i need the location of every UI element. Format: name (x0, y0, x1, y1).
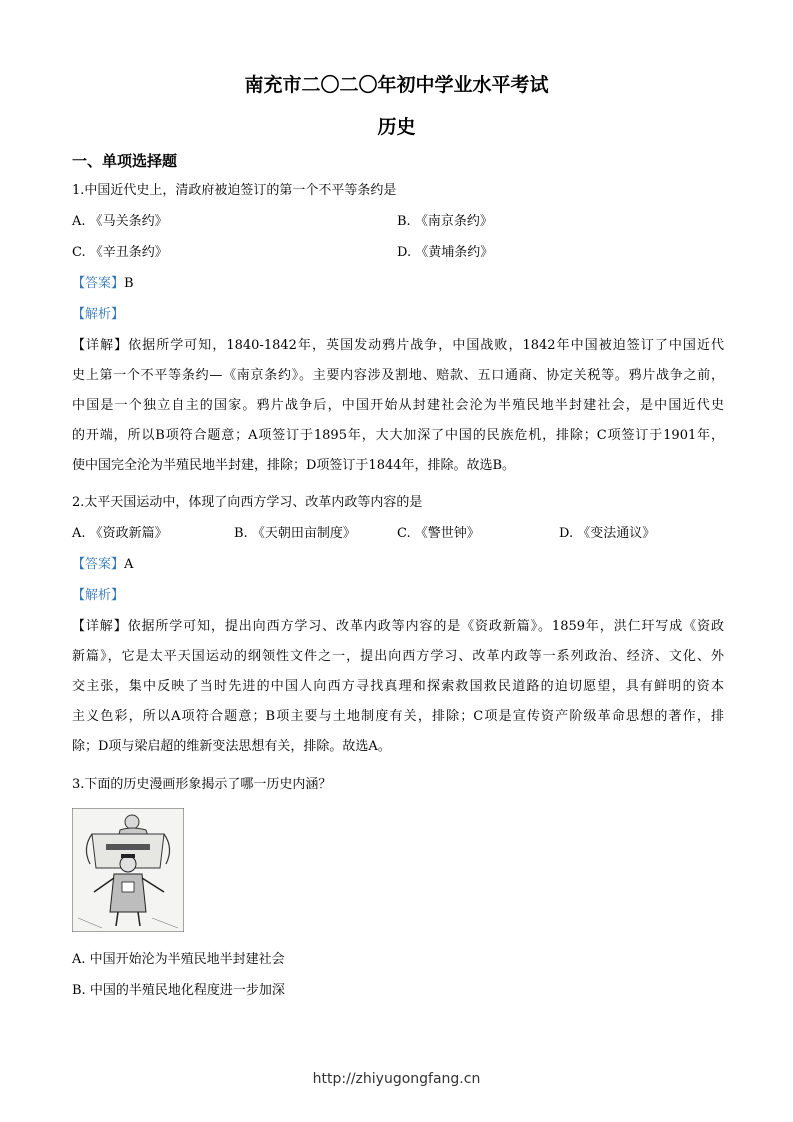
q2-analysis-tag: 【解析】 (72, 588, 125, 603)
history-cartoon-image (72, 808, 184, 932)
q1-option-d: D. 《黄埔条约》 (397, 245, 494, 260)
q1-analysis-tag: 【解析】 (72, 307, 125, 322)
q3-option-a: A. 中国开始沦为半殖民地半封建社会 (72, 952, 285, 967)
exam-title: 南充市二〇二〇年初中学业水平考试 (244, 74, 549, 96)
q2-detail-line: 主义色彩，所以A项符合题意；B项主要与土地制度有关，排除；C项是宣传资产阶级革命思想的著作，排 (72, 709, 724, 724)
q2-answer-value: A (124, 557, 134, 572)
q1-detail-line: 的开端，所以B项符合题意；A项签订于1895年，大大加深了中国的民族危机，排除；C项签订于1901年， (72, 428, 724, 443)
q2-detail-line: 新篇》，它是太平天国运动的纲领性文件之一，提出向西方学习、改革内政等一系列政治、经济、文化、外 (72, 649, 724, 664)
q2-detail-line: 除；D项与梁启超的维新变法思想有关，排除。故选A。 (72, 739, 391, 754)
q2-stem: 2.太平天国运动中，体现了向西方学习、改革内政等内容的是 (72, 495, 423, 510)
q1-option-b: B. 《南京条约》 (397, 214, 493, 229)
q1-stem: 1.中国近代史上，清政府被迫签订的第一个不平等条约是 (72, 183, 397, 198)
q2-option-d: D. 《变法通议》 (559, 526, 656, 541)
q2-option-c: C. 《警世钟》 (397, 526, 480, 541)
q2-option-a: A. 《资政新篇》 (72, 526, 168, 541)
exam-subject: 历史 (377, 116, 416, 138)
q1-detail-line: 中国是一个独立自主的国家。鸦片战争后，中国开始从封建社会沦为半殖民地半封建社会，是中国近代史 (72, 398, 724, 413)
q1-answer-tag: 【答案】 (72, 276, 125, 291)
q1-option-c: C. 《辛丑条约》 (72, 245, 168, 260)
q1-detail (72, 331, 724, 481)
section-heading: 一、单项选择题 (72, 152, 178, 170)
q1-option-a: A. 《马关条约》 (72, 214, 168, 229)
q2-answer (72, 556, 133, 574)
q2-detail-line: 【详解】依据所学可知，提出向西方学习、改革内政等内容的是《资政新篇》。1859年，洪仁玕写成《资政 (72, 619, 724, 634)
q3-stem: 3.下面的历史漫画形象揭示了哪一历史内涵？ (72, 777, 332, 792)
q1-detail-line: 史上第一个不平等条约—《南京条约》。主要内容涉及割地、赔款、五口通商、协定关税等。鸦片战争之前， (72, 368, 724, 383)
q2-detail (72, 612, 724, 762)
q2-detail-line: 交主张，集中反映了当时先进的中国人向西方寻找真理和探索救国救民道路的迫切愿望，具有鲜明的资本 (72, 679, 724, 694)
q3-option-b: B. 中国的半殖民地化程度进一步加深 (72, 983, 285, 998)
q1-detail-line: 使中国完全沦为半殖民地半封建，排除；D项签订于1844年，排除。故选B。 (72, 458, 516, 473)
q2-answer-tag: 【答案】 (72, 557, 125, 572)
q1-detail-line: 【详解】依据所学可知，1840-1842年，英国发动鸦片战争，中国战败，1842年中国被迫签订了中国近代 (72, 338, 724, 353)
q2-option-b: B. 《天朝田亩制度》 (234, 526, 356, 541)
q2-detail-tag: 【详解】 (72, 619, 128, 634)
q1-answer (72, 275, 134, 293)
q1-answer-value: B (124, 276, 134, 291)
q1-detail-tag: 【详解】 (72, 338, 129, 353)
footer-url[interactable]: http://zhiyugongfang.cn (312, 1071, 481, 1087)
